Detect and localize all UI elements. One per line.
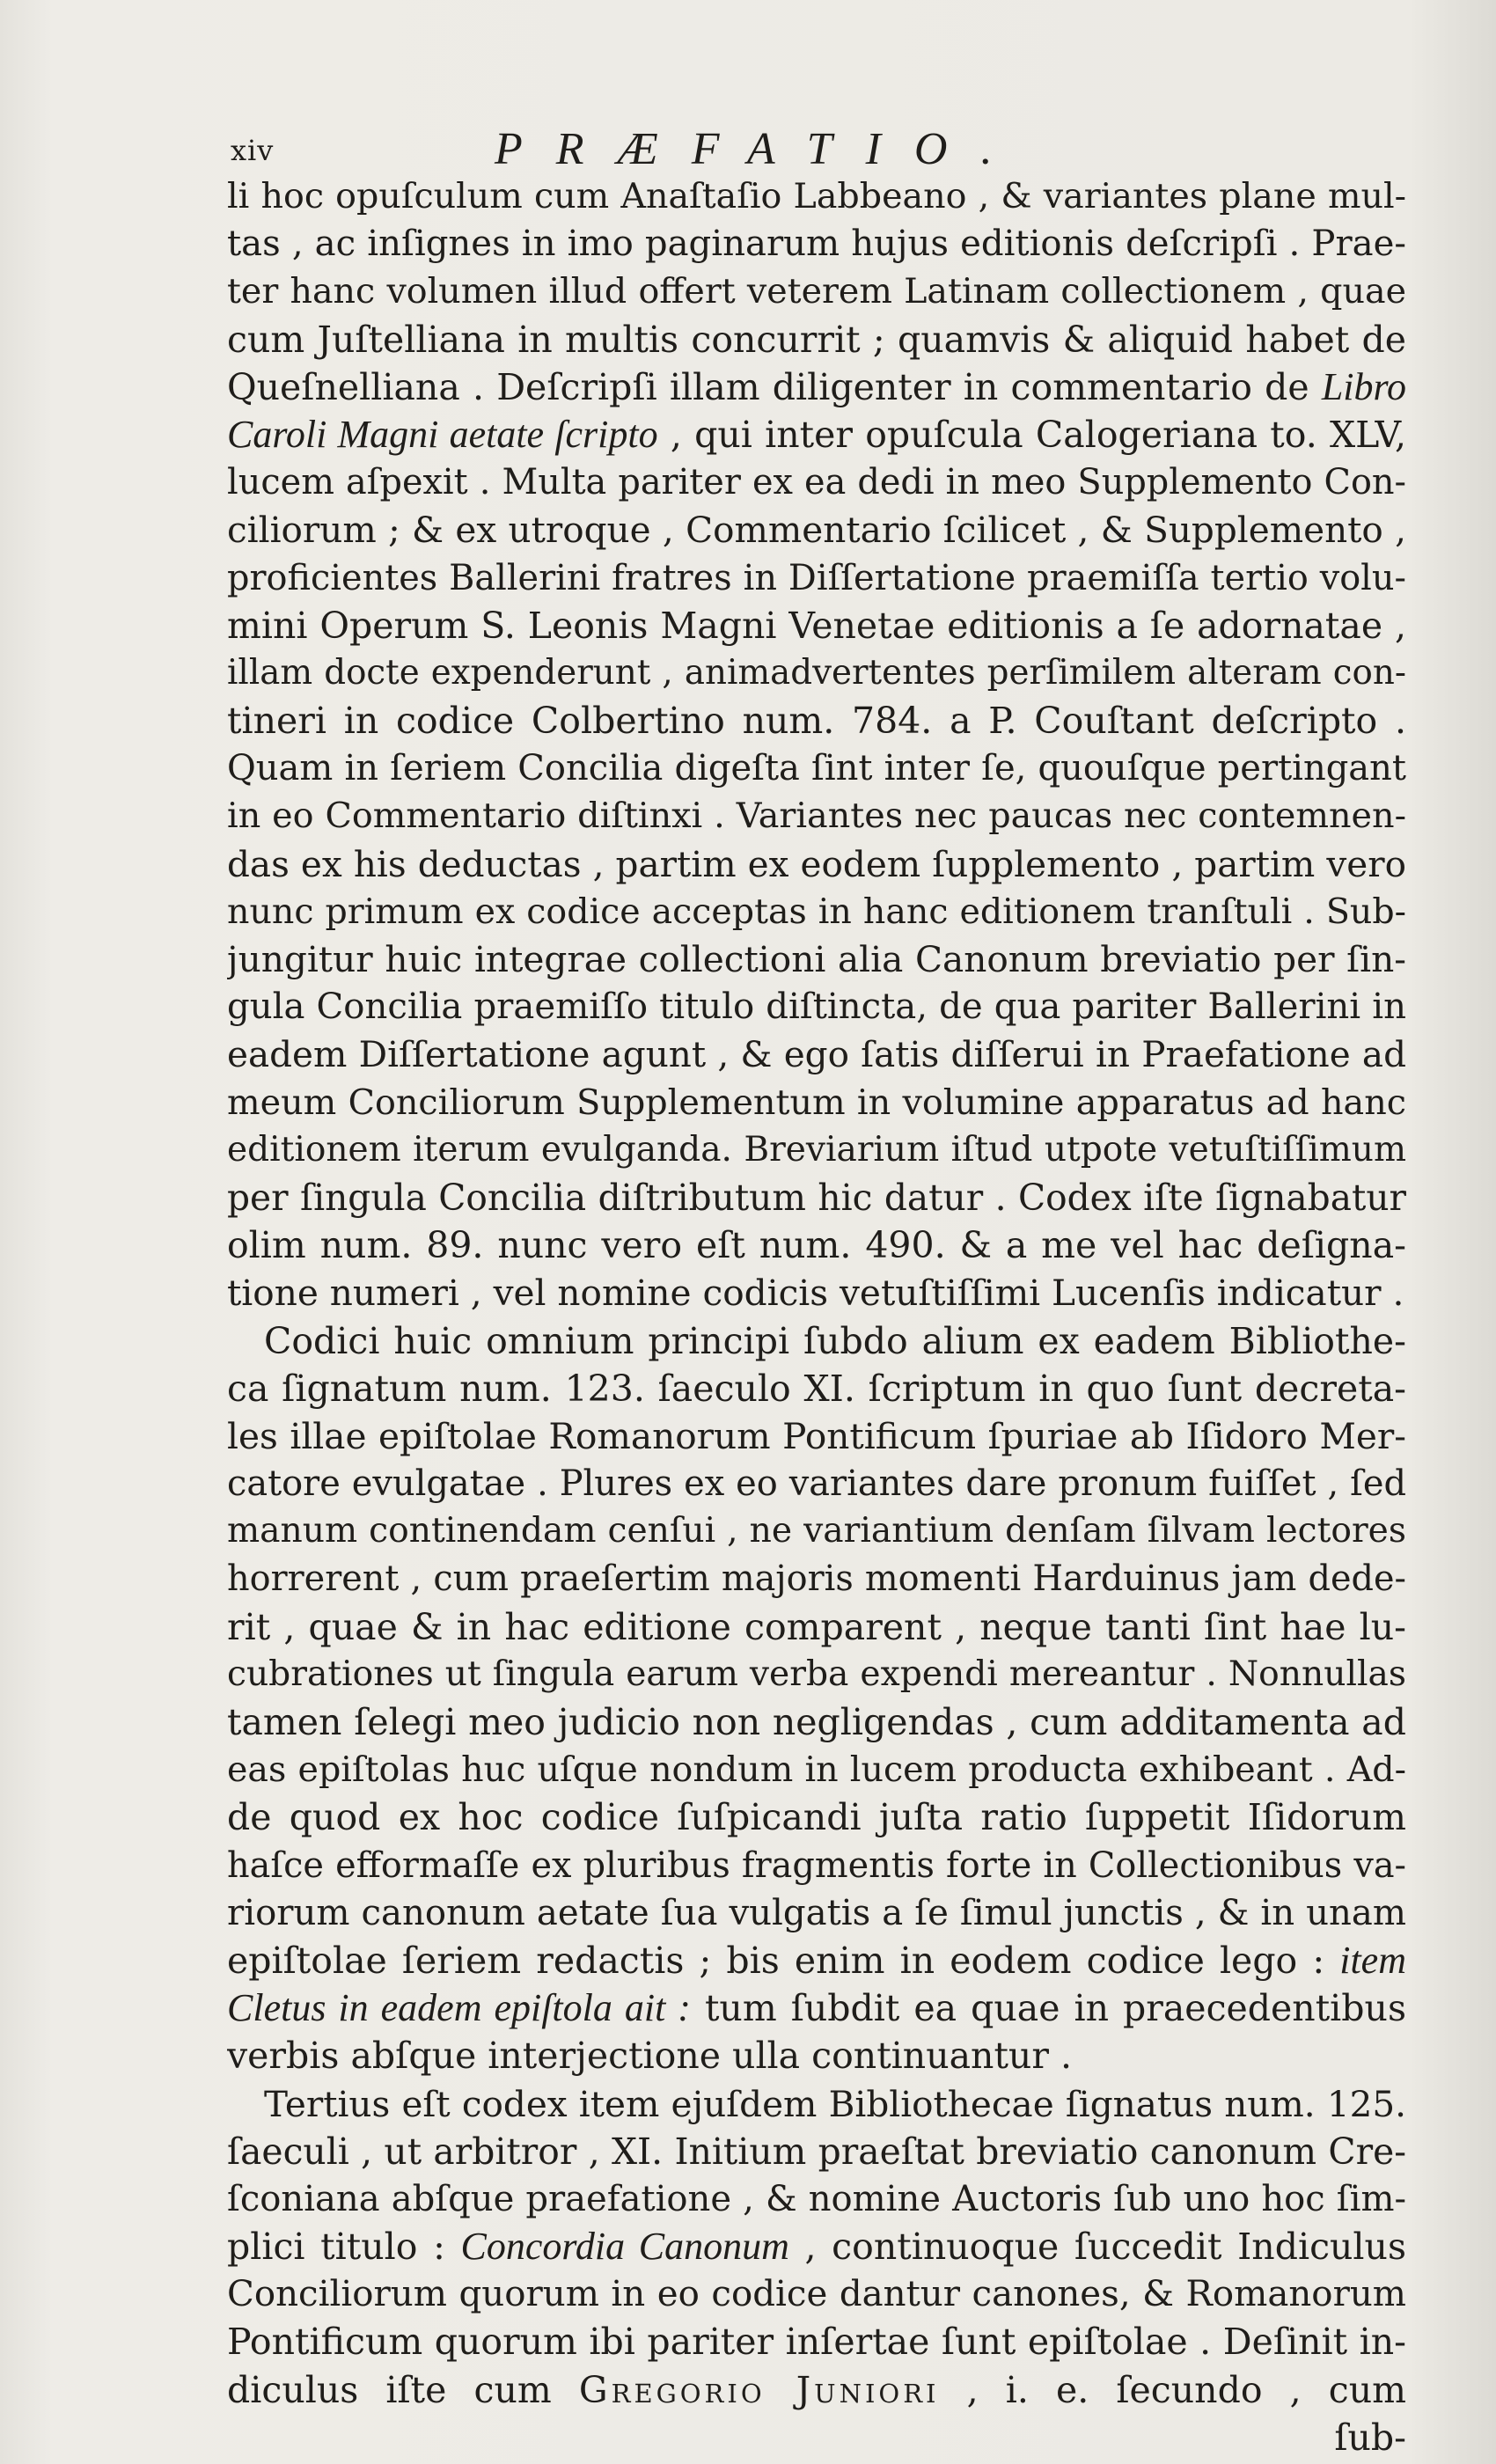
text-line xyxy=(227,2128,1406,2175)
text-line xyxy=(227,935,1406,983)
text-segment: das ex his deductas , partim ex eodem ſupplemento , partim vero xyxy=(227,842,1406,885)
text-line xyxy=(227,1937,1406,1984)
text-segment: olim num. 89. nunc vero eſt num. 490. & a me vel hac deſigna- xyxy=(227,1224,1406,1267)
text-segment: tione numeri , vel nomine codicis vetuſtiſſimi Lucenſis indicatur . xyxy=(227,1272,1404,1315)
text-line xyxy=(227,1221,1406,1269)
page-number: xiv xyxy=(231,134,275,167)
text-segment: rit , quae & in hac editione comparent , neque tanti ſint hae lu- xyxy=(227,1605,1406,1648)
text-segment: proficientes Ballerini fratres in Diſſertatione praemiſſa tertio volu- xyxy=(227,557,1406,598)
text-segment: editionem iterum evulganda. Breviarium iſtud utpote vetuſtiſſimum xyxy=(227,1129,1406,1170)
text-line xyxy=(227,602,1406,649)
italic-text: Cletus in eadem epiſtola ait : xyxy=(227,1986,691,2030)
text-segment: gula Concilia praemiſſo titulo diſtincta, de qua pariter Ballerini in xyxy=(227,986,1406,1028)
text-line xyxy=(227,1889,1406,1937)
text-line xyxy=(227,1603,1406,1651)
text-line xyxy=(227,1030,1406,1078)
text-segment: li hoc opuſculum cum Anaſtaſio Labbeano , & variantes plane mul- xyxy=(227,176,1406,216)
text-segment: Queſnelliana . Deſcripſi illam diligenter in commentario de xyxy=(227,365,1322,408)
text-line xyxy=(227,744,1406,792)
text-segment: tum ſubdit ea quae in praecedentibus xyxy=(690,1987,1406,2030)
text-segment: eas epiſtolas huc uſque nondum in lucem producta exhibeant . Ad- xyxy=(227,1749,1406,1791)
text-segment: Conciliorum quorum in eo codice dantur canones, & Romanorum xyxy=(227,2273,1406,2315)
text-line xyxy=(227,363,1406,411)
text-segment: tamen ſelegi meo judicio non negligendas , cum additamenta ad xyxy=(227,1701,1406,1743)
text-segment: tas , ac inſignes in imo paginarum hujus editionis deſcripſi . Prae- xyxy=(227,224,1406,265)
text-segment: ca ſignatum num. 123. ſaeculo XI. ſcriptum in quo ſunt decreta- xyxy=(227,1367,1406,1410)
text-line xyxy=(227,2080,1406,2128)
text-line xyxy=(227,792,1406,840)
text-segment: cubrationes ut ſingula earum verba expendi mereantur . Nonnullas xyxy=(227,1654,1406,1694)
text-line xyxy=(227,2223,1406,2270)
text-segment: jungitur huic integrae collectioni alia Canonum breviatio per ſin- xyxy=(227,938,1406,980)
text-segment: de quod ex hoc codice ſuſpicandi juſta ratio ſuppetit Iſidorum xyxy=(227,1796,1406,1839)
text-segment: illam docte expenderunt , animadvertentes perſimilem alteram con- xyxy=(227,652,1406,693)
body-text xyxy=(227,172,1406,2461)
text-line xyxy=(227,1698,1406,1746)
text-line xyxy=(227,1793,1406,1841)
text-line xyxy=(227,1746,1406,1793)
text-segment: ſub- xyxy=(1334,2416,1406,2459)
text-segment: tineri in codice Colbertino num. 784. a P. Couſtant deſcripto . xyxy=(227,700,1406,743)
text-segment: eadem Diſſertatione agunt , & ego ſatis diſſerui in Praefatione ad xyxy=(227,1033,1406,1076)
text-segment: les illae epiſtolae Romanorum Pontificum ſpuriae ab Iſidoro Mer- xyxy=(227,1414,1406,1457)
text-line xyxy=(227,1365,1406,1412)
text-segment: , qui inter opuſcula Calogeriana to. XLV, xyxy=(657,413,1406,456)
text-line xyxy=(227,2366,1406,2414)
text-line xyxy=(227,1412,1406,1460)
text-line xyxy=(227,697,1406,744)
text-line xyxy=(227,316,1406,363)
text-segment: meum Conciliorum Supplementum in volumine apparatus ad hanc xyxy=(227,1082,1406,1123)
text-line xyxy=(227,411,1406,458)
text-segment: , continuoque ſuccedit Indiculus xyxy=(788,2226,1406,2269)
text-segment: lucem aſpexit . Multa pariter ex ea dedi in meo Supplemento Con- xyxy=(227,462,1406,503)
text-line xyxy=(227,1842,1406,1889)
text-segment: Quam in ſeriem Concilia digeſta ſint inter ſe, quouſque pertingant xyxy=(227,748,1406,789)
catchword xyxy=(227,2414,1406,2461)
text-segment: Codici huic omnium principi ſubdo alium ex eadem Bibliothe- xyxy=(264,1319,1406,1362)
text-segment: Tertius eſt codex item ejuſdem Bibliothecae ſignatus num. 125. xyxy=(264,2082,1406,2125)
running-head xyxy=(231,123,1392,176)
text-segment: catore evulgatae . Plures ex eo variantes dare pronum fuiſſet , ſed xyxy=(227,1463,1406,1505)
italic-text: Caroli Magni aetate ſcripto xyxy=(227,412,658,456)
text-segment: ter hanc volumen illud offert veterem Latinam collectionem , quae xyxy=(227,271,1406,312)
text-line xyxy=(227,554,1406,602)
text-line xyxy=(227,649,1406,697)
italic-text: Concordia Canonum xyxy=(460,2225,789,2269)
text-line xyxy=(227,840,1406,888)
text-line xyxy=(227,1174,1406,1221)
running-title: PRÆFATIO. xyxy=(495,124,1026,174)
text-line xyxy=(227,2318,1406,2365)
text-segment: manum continendam cenſui , ne variantium denſam ſilvam lectores xyxy=(227,1511,1406,1551)
text-line xyxy=(227,1126,1406,1174)
text-line xyxy=(227,888,1406,935)
text-line xyxy=(227,1269,1406,1316)
text-line xyxy=(227,172,1406,220)
text-line xyxy=(227,506,1406,554)
text-segment: epiſtolae ſeriem redactis ; bis enim in eodem codice lego : xyxy=(227,1939,1340,1982)
text-segment: , i. e. ſecundo , cum xyxy=(939,2368,1406,2411)
text-line xyxy=(227,268,1406,315)
text-line xyxy=(227,2175,1406,2223)
text-line xyxy=(227,1984,1406,2032)
text-segment: ciliorum ; & ex utroque , Commentario ſcilicet , & Supplemento , xyxy=(227,509,1406,552)
text-segment: in eo Commentario diſtinxi . Variantes nec paucas nec contemnen- xyxy=(227,796,1406,837)
text-line xyxy=(227,1555,1406,1602)
text-segment: horrerent , cum praeſertim majoris momenti Harduinus jam dede- xyxy=(227,1558,1406,1600)
text-segment: mini Operum S. Leonis Magni Venetae editionis a ſe adornatae , xyxy=(227,604,1406,647)
text-line xyxy=(227,1079,1406,1126)
text-segment: verbis abſque interjectione ulla continuantur . xyxy=(227,2035,1072,2078)
italic-text: Libro xyxy=(1321,364,1406,408)
text-line xyxy=(227,1507,1406,1555)
text-segment: Pontificum quorum ibi pariter inſertae ſunt epiſtolae . Deſinit in- xyxy=(227,2321,1406,2364)
text-line xyxy=(227,2270,1406,2318)
text-line xyxy=(227,2032,1406,2079)
text-segment: ſaeculi , ut arbitror , XI. Initium praeſtat breviatio canonum Cre- xyxy=(227,2130,1406,2173)
text-segment: cum Juſtelliana in multis concurrit ; quamvis & aliquid habet de xyxy=(227,318,1406,361)
small-caps-text: Gregorio Juniori xyxy=(578,2368,940,2411)
text-line xyxy=(227,983,1406,1030)
text-line xyxy=(227,1317,1406,1365)
text-segment: per ſingula Concilia diſtributum hic datur . Codex iſte ſignabatur xyxy=(227,1176,1406,1219)
text-line xyxy=(227,1651,1406,1698)
text-segment: riorum canonum aetate ſua vulgatis a ſe ſimul junctis , & in unam xyxy=(227,1892,1406,1933)
text-segment: haſce efformaſſe ex pluribus fragmentis forte in Collectionibus va- xyxy=(227,1844,1406,1886)
text-segment: plici titulo : xyxy=(227,2226,461,2269)
text-line xyxy=(227,220,1406,268)
italic-text: item xyxy=(1339,1938,1406,1982)
text-segment: ſconiana abſque praefatione , & nomine Auctoris ſub uno hoc ſim- xyxy=(227,2178,1406,2219)
text-segment: nunc primum ex codice acceptas in hanc editionem tranſtuli . Sub- xyxy=(227,891,1406,932)
text-segment: diculus iſte cum xyxy=(227,2368,579,2411)
text-line xyxy=(227,1460,1406,1507)
text-line xyxy=(227,458,1406,506)
